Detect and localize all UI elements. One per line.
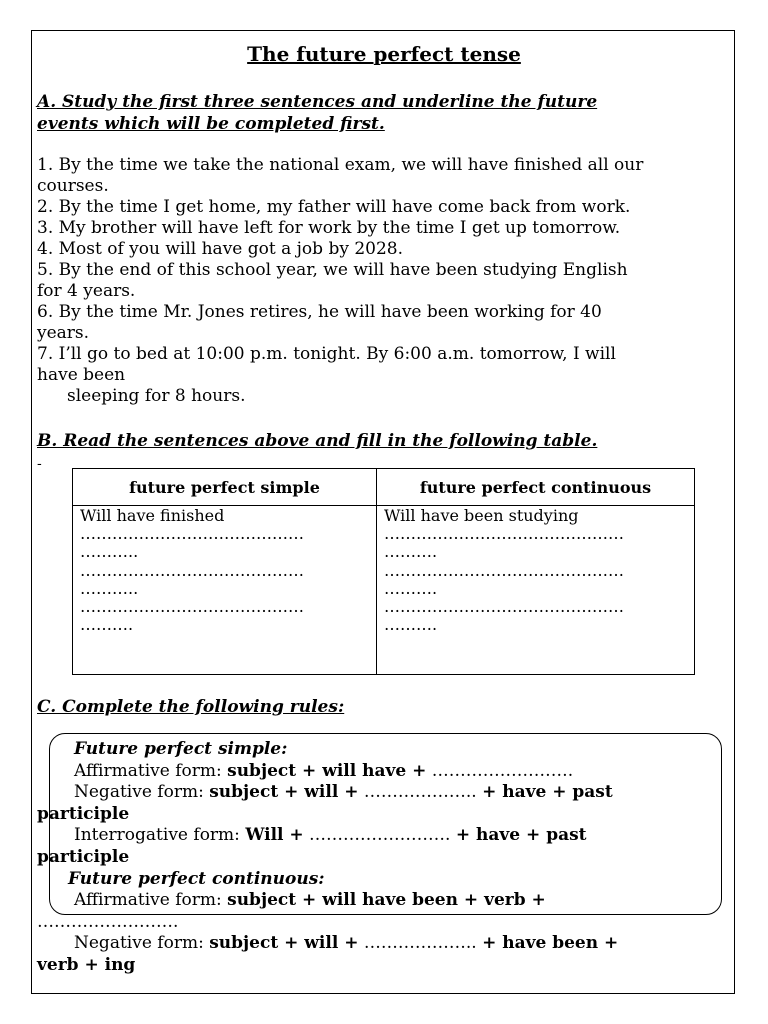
rule-label: Negative form: xyxy=(74,782,210,803)
rule-blank[interactable]: ……………………. xyxy=(426,760,574,781)
sentence-line: years. xyxy=(37,323,90,343)
sentence-line: 7. I’ll go to bed at 10:00 p.m. tonight. By 6:00 a.m. tomorrow, I will xyxy=(37,344,616,364)
section-a-heading-line2: events which will be completed first. xyxy=(37,114,385,134)
participle-text: participle xyxy=(37,803,130,824)
rule-blank[interactable]: ……………………. xyxy=(303,825,456,846)
table-cell-simple[interactable] xyxy=(73,506,377,675)
participle-text: participle xyxy=(37,846,130,867)
rule-formula: subject + will + xyxy=(209,933,359,954)
rule-label: Negative form: xyxy=(74,933,210,954)
sentence-line: 4. Most of you will have got a job by 2028. xyxy=(37,239,404,259)
continuous-affirmative-rule xyxy=(37,890,727,912)
sentence-line: 1. By the time we take the national exam, we will have finished all our xyxy=(37,155,644,175)
continuous-heading: Future perfect continuous: xyxy=(68,868,325,889)
rule-formula: subject + will + xyxy=(209,782,359,803)
sentence-line: 3. My brother will have left for work by the time I get up tomorrow. xyxy=(37,218,621,238)
cell-line: ………. xyxy=(384,615,438,635)
stray-mark: - xyxy=(37,456,42,472)
cell-line: …………………………………… xyxy=(80,597,304,617)
table-header-simple: future perfect simple xyxy=(73,469,377,506)
rule-formula: subject + will have + xyxy=(227,760,427,781)
sentence-line: for 4 years. xyxy=(37,281,136,301)
section-a-heading-line1: A. Study the first three sentences and underline the future xyxy=(37,92,598,112)
rule-blank[interactable]: ……………….. xyxy=(358,782,483,803)
continuous-negative-rule-end: verb + ing xyxy=(37,954,136,975)
cell-line: ……….. xyxy=(80,542,139,562)
simple-interrogative-rule xyxy=(37,825,727,847)
rule-label: Affirmative form: xyxy=(74,760,228,781)
rule-label: Interrogative form: xyxy=(74,825,246,846)
cell-line: ……………………………………… xyxy=(384,597,624,617)
section-c-heading: C. Complete the following rules: xyxy=(37,697,345,717)
table-header-continuous: future perfect continuous xyxy=(377,469,695,506)
sentence-line: 5. By the end of this school year, we will have been studying English xyxy=(37,260,628,280)
rule-formula: + have + past xyxy=(455,825,587,846)
rule-formula: Will + xyxy=(245,825,304,846)
rule-blank[interactable]: ……………….. xyxy=(358,933,483,954)
rule-label: Affirmative form: xyxy=(74,890,228,911)
simple-heading: Future perfect simple: xyxy=(74,739,288,759)
cell-line: Will have finished xyxy=(80,506,225,525)
rules-text xyxy=(37,739,727,977)
cell-line: ……………………………………… xyxy=(384,560,624,580)
sentence-line: 2. By the time I get home, my father will have come back from work. xyxy=(37,197,631,217)
sentence-line: have been xyxy=(37,365,126,385)
rule-formula: subject + will have been + verb + xyxy=(227,890,546,911)
continuous-negative-rule xyxy=(37,933,727,955)
cell-line: …………………………………… xyxy=(80,524,304,544)
simple-negative-rule xyxy=(37,782,727,804)
cell-line: ……….. xyxy=(80,578,139,598)
sentences-list xyxy=(37,155,737,407)
cell-line: ………. xyxy=(384,578,438,598)
sentence-line: sleeping for 8 hours. xyxy=(67,386,246,406)
simple-affirmative-rule xyxy=(37,761,727,783)
page-title: The future perfect tense xyxy=(247,42,521,66)
table-row xyxy=(73,506,695,675)
table-header-row xyxy=(73,469,695,506)
cell-line: …………………………………… xyxy=(80,560,304,580)
rule-formula: + have + past xyxy=(482,782,613,803)
rule-blank[interactable]: ……………………. xyxy=(37,911,179,932)
sentence-line: courses. xyxy=(37,176,109,196)
rule-formula: + have been + xyxy=(482,933,619,954)
cell-line: ………. xyxy=(80,615,134,635)
cell-line: Will have been studying xyxy=(384,506,579,525)
cell-line: ………. xyxy=(384,542,438,562)
cell-line: ……………………………………… xyxy=(384,524,624,544)
fill-in-table xyxy=(72,468,695,675)
table-cell-continuous[interactable] xyxy=(377,506,695,675)
sentence-line: 6. By the time Mr. Jones retires, he will have been working for 40 xyxy=(37,302,602,322)
section-b-heading: B. Read the sentences above and fill in the following table. xyxy=(37,431,598,451)
